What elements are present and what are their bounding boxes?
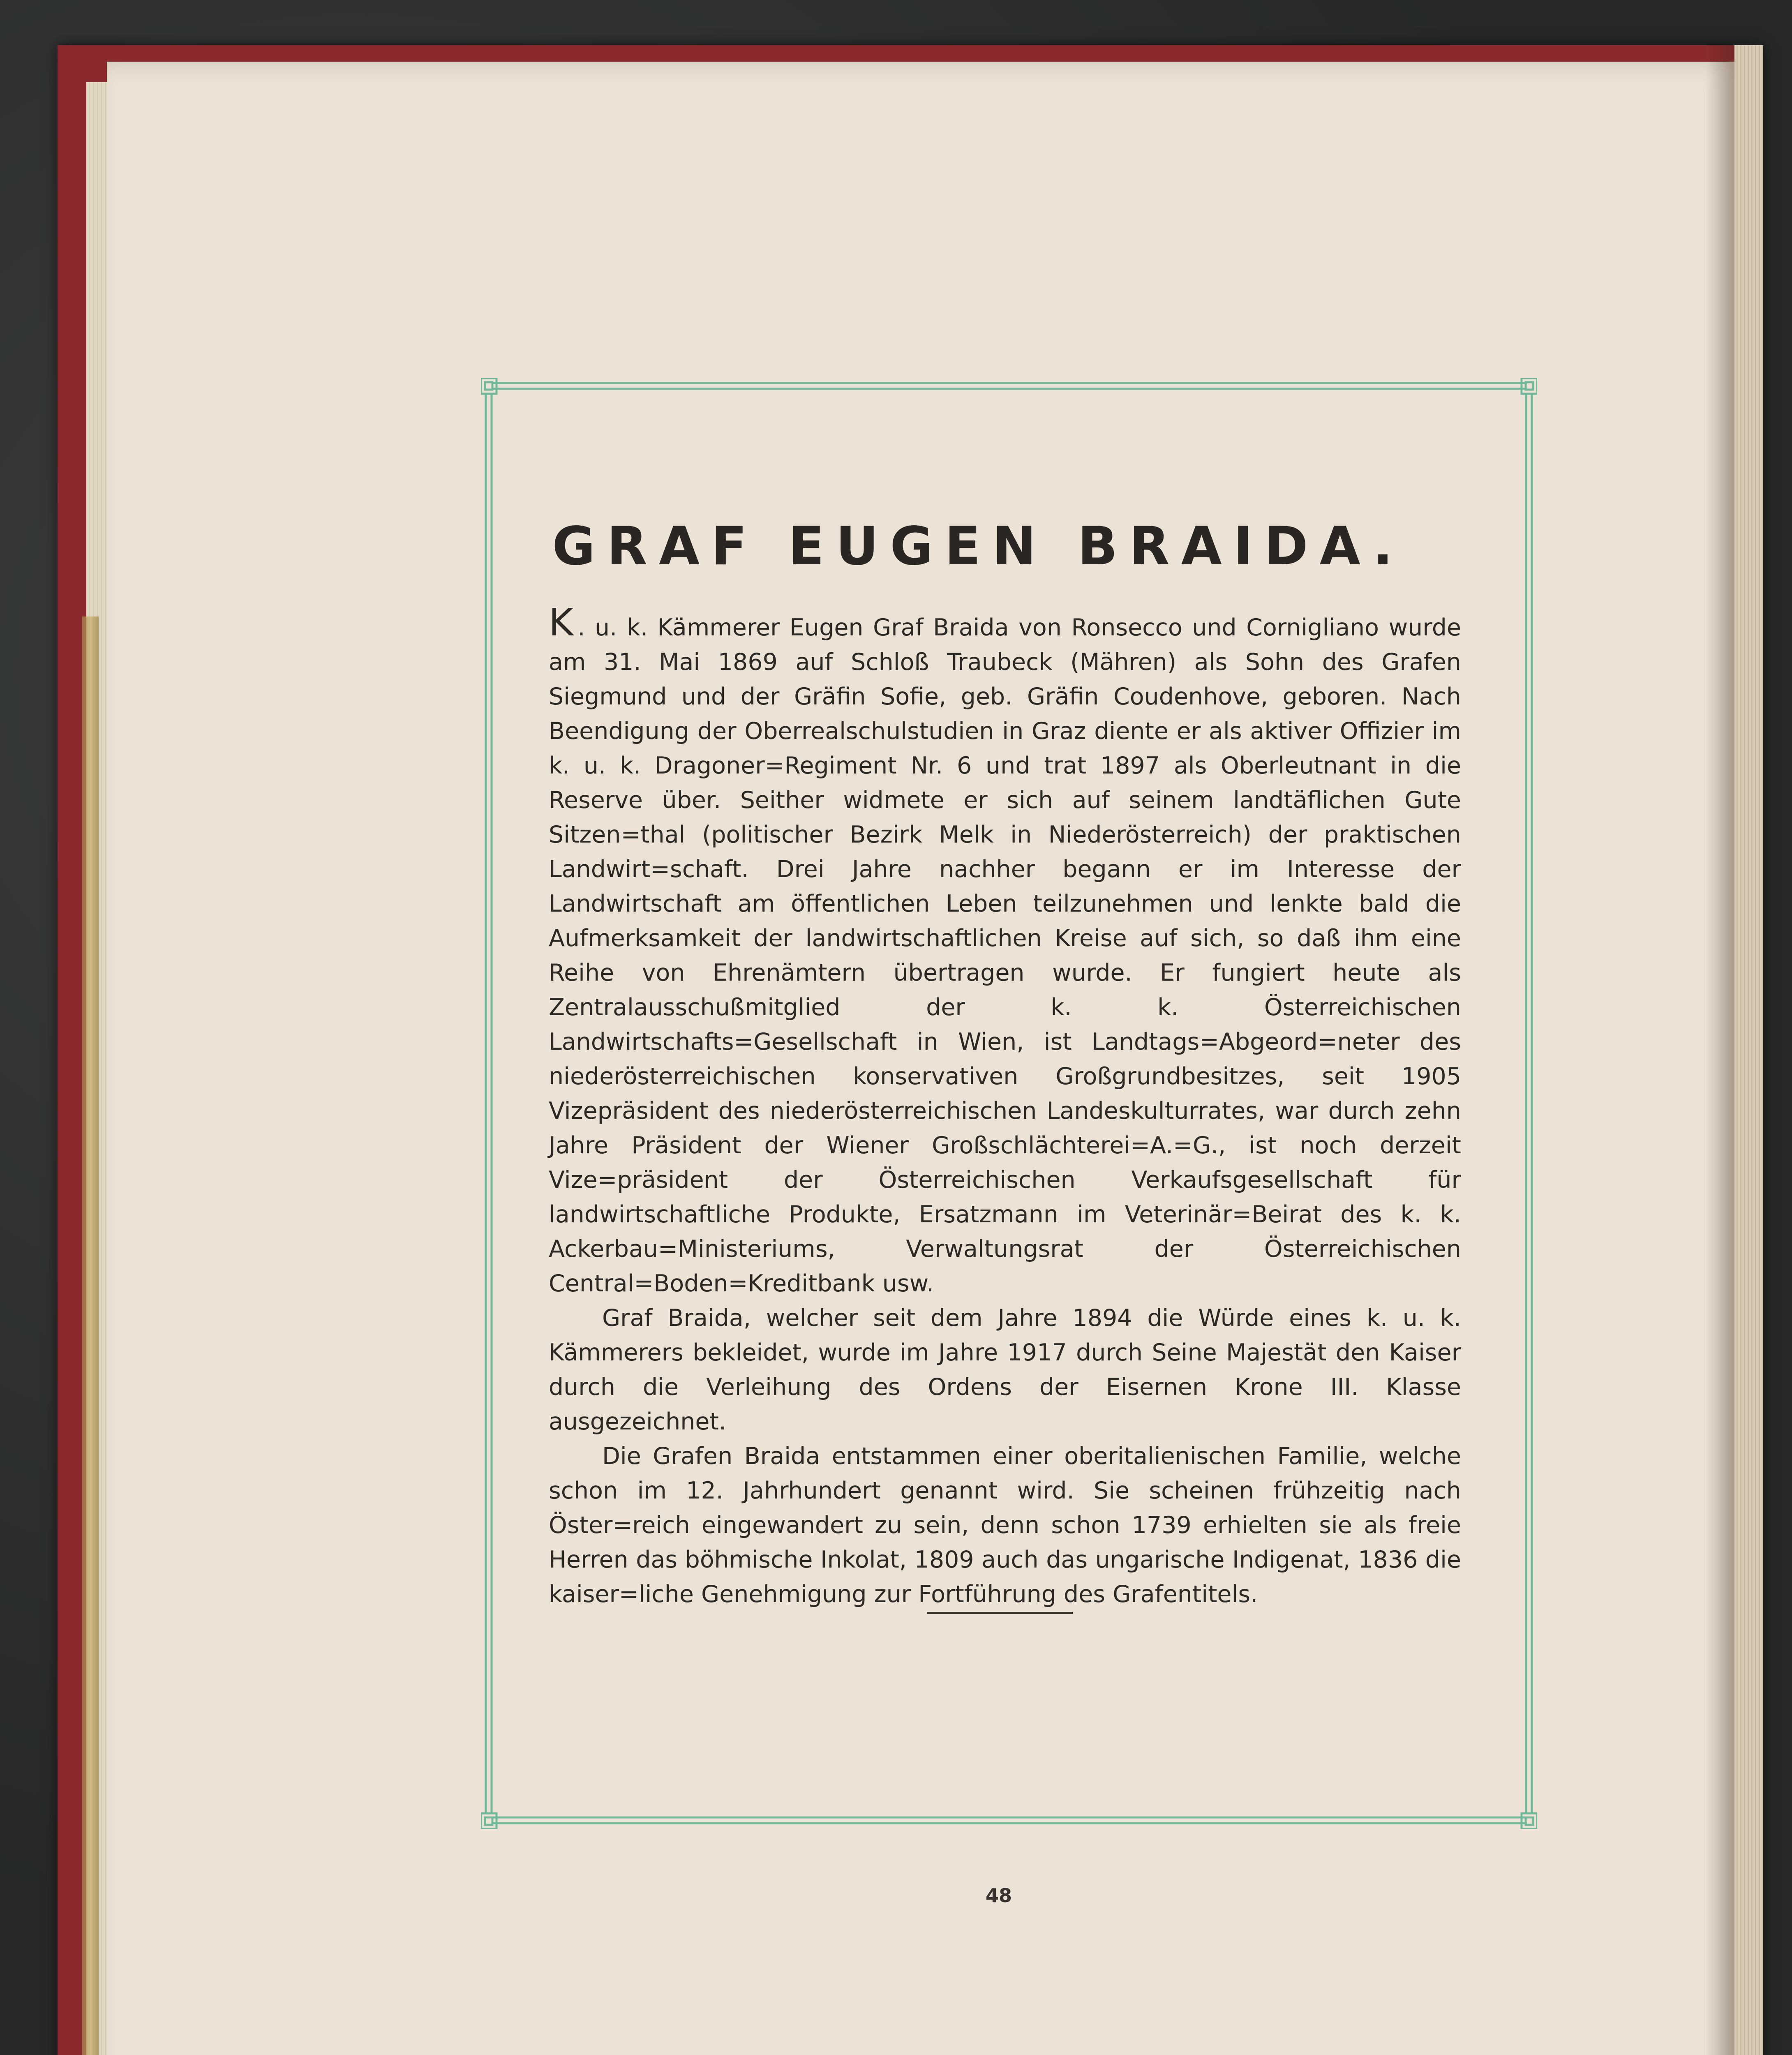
drop-cap: K bbox=[549, 600, 574, 644]
body-text bbox=[549, 600, 1461, 1612]
frame-corner-bl bbox=[481, 1813, 496, 1829]
frame-corner-bl-inner bbox=[485, 1817, 492, 1825]
paragraph-2: Graf Braida, welcher seit dem Jahre 1894 die Würde eines k. u. k. Kämmerers bekleidet, wurde im Jahre 1917 durch Seine Majestät den Kaiser durch die Verleihung des Ordens der Eisernen Krone III. Klasse ausgezeichnet. bbox=[549, 1305, 1461, 1435]
closing-rule bbox=[927, 1612, 1073, 1614]
frame-corner-tr bbox=[1522, 378, 1537, 394]
paragraph-1 bbox=[549, 600, 1461, 1301]
frame-corner-br bbox=[1522, 1813, 1537, 1829]
page-number: 48 bbox=[985, 1884, 1012, 1907]
paragraph-1-text: . u. k. Kämmerer Eugen Graf Braida von Ronsecco und Cornigliano wurde am 31. Mai 1869 auf Schloß Traubeck (Mähren) als Sohn des Grafen Siegmund und der Gräfin Sofie, geb. Gräfin Coudenhove, geboren. Nach Beendigung der Oberrealschulstudien in Graz diente er als aktiver Offizier im k. u. k. Dragoner=Regiment Nr. 6 und trat 1897 als Oberleutnant in die Reserve über. Seither widmete er sich auf seinem landtäflichen Gute Sitzen=thal (politischer Bezirk Melk in Niederösterreich) der praktischen Landwirt=schaft. Drei Jahre nachher begann er im Interesse der Landwirtschaft am öffentlichen Leben teilzunehmen und lenkte bald die Aufmerksamkeit der landwirtschaftlichen Kreise auf sich, so daß ihm eine Reihe von Ehrenämtern übertragen wurde. Er fungiert heute als Zentralausschußmitglied der k. k. Österreichischen Landwirtschafts=Gesellschaft in Wien, ist Landtags=Abgeord=neter des niederösterreichischen konservativen Großgrundbesitzes, seit 1905 Vizepräsident des niederösterreichischen Landeskulturrates, war durch zehn Jahre Präsident der Wiener Großschlächterei=A.=G., ist noch derzeit Vize=präsident der Österreichischen Verkaufsgesellschaft für landwirtschaftliche Produkte, Ersatzmann im Veterinär=Beirat des k. k. Ackerbau=Ministeriums, Verwaltungsrat der Österreichischen Central=Boden=Kreditbank usw. bbox=[549, 614, 1461, 1297]
right-page-edge bbox=[1734, 45, 1763, 2055]
paragraph-3: Die Grafen Braida entstammen einer oberitalienischen Familie, welche schon im 12. Jahrhundert genannt wird. Sie scheinen frühzeitig nach Öster=reich eingewandert zu sein, denn schon 1739 erhielten sie als freie Herren das böhmische Inkolat, 1809 auch das ungarische Indigenat, 1836 die kaiser=liche Genehmigung zur Fortführung des Grafentitels. bbox=[549, 1443, 1461, 1608]
gutter-shadow bbox=[1706, 45, 1739, 2055]
gilt-edge bbox=[82, 616, 99, 2055]
frame-corner-tl-inner bbox=[485, 382, 492, 390]
frame-corner-tl bbox=[481, 378, 496, 394]
page-title: GRAF EUGEN BRAIDA. bbox=[552, 516, 1404, 577]
